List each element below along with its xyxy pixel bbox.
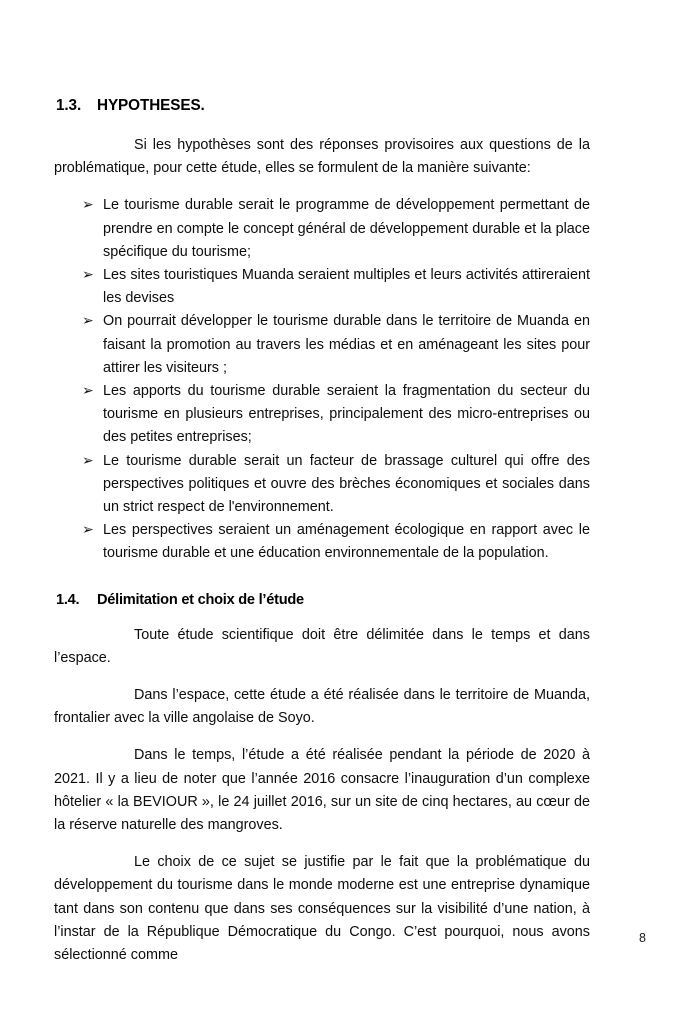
section-heading-1-4 — [56, 590, 590, 610]
list-item — [54, 450, 590, 520]
list-item-text: Les apports du tourisme durable seraient la fragmentation du secteur du tourisme en plusieurs entreprises, principalement des micro-entreprises ou des petites entreprises; — [103, 383, 590, 446]
paragraph-choix-sujet: Le choix de ce sujet se justifie par le fait que la problématique du développement du tourisme dans le monde moderne est une entreprise dynamique tant dans son contenu que dans ses conséquences sur la visibilité d’une nation, à l’instar de la République Démocratique du Congo. C’est pourquoi, nous avons sélectionné comme — [54, 854, 590, 964]
list-item — [54, 264, 590, 310]
list-item-text: Les perspectives seraient un aménagement écologique en rapport avec le tourisme durable et une éducation environnementale de la population. — [103, 522, 590, 562]
arrow-bullet-icon: ➢ — [82, 267, 94, 284]
paragraph-hypotheses-intro: Si les hypothèses sont des réponses provisoires aux questions de la problématique, pour cette étude, elles se formulent de la manière suivante: — [54, 137, 590, 177]
section-heading-1-3 — [56, 96, 590, 116]
paragraph-delimitation-1: Toute étude scientifique doit être délimitée dans le temps et dans l’espace. — [54, 626, 590, 666]
list-item — [54, 194, 590, 264]
arrow-bullet-icon: ➢ — [82, 313, 94, 330]
list-item-text: Les sites touristiques Muanda seraient multiples et leurs activités attireraient les devises — [103, 267, 590, 307]
paragraph-delimitation-space: Dans l’espace, cette étude a été réalisée dans le territoire de Muanda, frontalier avec la ville angolaise de Soyo. — [54, 687, 590, 727]
list-item — [54, 310, 590, 380]
page-number: 8 — [639, 931, 646, 945]
section-title-1-3: HYPOTHESES. — [97, 97, 205, 114]
arrow-bullet-icon: ➢ — [82, 522, 94, 539]
list-item-text: Le tourisme durable serait le programme de développement permettant de prendre en compte le concept général de développement durable et la place spécifique du tourisme; — [103, 197, 590, 260]
arrow-bullet-icon: ➢ — [82, 197, 94, 214]
section-title-1-4: Délimitation et choix de l’étude — [97, 591, 304, 608]
paragraph-delimitation-time: Dans le temps, l’étude a été réalisée pendant la période de 2020 à 2021. Il y a lieu de noter que l’année 2016 consacre l’inauguration d’un complexe hôtelier « la BEVIOUR », le 24 juillet 2016, sur un site de cinq hectares, au cœur de la réserve naturelle des mangroves. — [54, 747, 590, 834]
section-number-1-4: 1.4. — [56, 591, 80, 608]
arrow-bullet-icon: ➢ — [82, 452, 94, 469]
list-item-text: On pourrait développer le tourisme durable dans le territoire de Muanda en faisant la promotion au travers les médias et en aménageant les sites pour attirer les visiteurs ; — [103, 313, 590, 376]
list-item-text: Le tourisme durable serait un facteur de brassage culturel qui offre des perspectives politiques et ouvre des brèches économiques et sociales dans un strict respect de l'environnement. — [103, 452, 590, 516]
list-item — [54, 519, 590, 565]
section-number-1-3: 1.3. — [56, 97, 82, 114]
page-content — [54, 96, 590, 967]
arrow-bullet-icon: ➢ — [82, 383, 94, 400]
list-item — [54, 380, 590, 450]
hypotheses-list — [54, 194, 590, 565]
